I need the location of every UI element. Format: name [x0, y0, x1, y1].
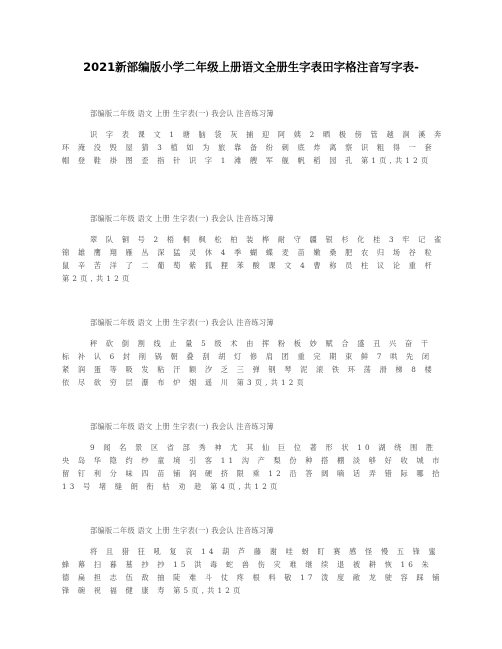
page-section-2: [62, 212, 446, 285]
page-section-4: [62, 420, 446, 493]
section-header: 部编版二年级 语文 上册 生字表(一) 我会认 注音练习簿: [90, 109, 274, 118]
section-body: 识 字 表 课 文 1 塘 脑 袋 灰 捕 迎 阿 姨 2 晒 极 傍 管 越 涧 溪 奔 环 淹 没 毁 屋 猜 3 植 如 为 旅 靠 备 纷 刺 底 炸 离 察 识 粗 得 一 套 帽 登 鞋 褂 图 歪 指 针 识 字 1 滩 艘 军 舰 帆 稻 园 孔 第1页,共12页: [62, 130, 445, 165]
section-header: 部编版二年级 语文 上册 生字表(一) 我会认 注音练习簿: [90, 318, 274, 327]
page-section-3: [62, 316, 446, 389]
page-section-1: [62, 107, 446, 167]
section-header: 部编版二年级 语文 上册 生字表(一) 我会认 注音练习簿: [90, 526, 274, 535]
page-section-5: [62, 524, 446, 597]
section-body: 9 闻 名 景 区 省 部 秀 神 尤 其 仙 巨 位 著 形 状 10 湖 绕 围 胜 央 岛 华 隐 约 纱 童 境 引 客 11 沟 产 梨 份 种 搭 棚 淡 够 好 收 城 市 留 钉 利 分 味 四 苗 铺 润 硬 挤 限 乘 12 沿 答 阔 嘀 话 弄 错 际 哪 拾 13 号 堵 缝 朗 衔 枯 劝 趁 第4页,共12页: [62, 443, 443, 491]
section-body: 秤 砍 倒 割 线 止 量 5 级 术 由 挥 粉 板 妙 赋 合 盛 丑 兴 奋 干 标 补 认 6 封 削 锅 朝 叠 刮 胡 灯 修 肩 团 重 完 期 束 鲜 7 哄 先 闭 紧 润 蛋 等 吸 发 粘 汗 额 汐 乏 三 弹 钢 琴 泥 滚 铁 环 荡 滑 梯 8 楼 依 尽 欲 穷 层 瀑 布 炉 烟 遥 川 第3页,共12页: [62, 339, 435, 387]
section-body: 翠 队 铜 号 2 梧 桐 枫 松 柏 装 桦 耐 守 疆 银 杉 化 桂 3 牢 记 雀 锦 雄 鹰 翔 雁 丛 深 猛 灵 休 4 季 蝴 蝶 麦 苗 嫩 桑 肥 农 归 场 谷 粒 鼠 辛 苦 洋 了 二 葡 萄 紫 狐 狸 苯 酸 课 文 4 曹 称 员 柱 议 论 重 杆 第2页,共12页: [62, 235, 445, 283]
section-header: 部编版二年级 语文 上册 生字表(一) 我会认 注音练习簿: [90, 422, 274, 431]
section-header: 部编版二年级 语文 上册 生字表(一) 我会认 注音练习簿: [90, 214, 274, 223]
section-body: 将 且 猎 狂 吼 复 哀 14 葫 芦 藤 谢 哇 蚜 盯 赛 感 怪 慢 五 锋 蜜 蜂 幕 扫 暮 墓 抄 抄 15 洪 毒 蛇 兽 伤 灾 难 继 续 退 被 耕 恢 16 朱 德 扁 担 志 伍 敌 抽 陡 难 斗 仗 疼 根 料 敬 17 泼 度 敞 龙 驶 容 踩 铺 锋 碗 祝 福 健 康 寿 第5页,共12页: [62, 547, 443, 595]
document-title: 2021新部编版小学二年级上册语文全册生字表田字格注音写字表-: [83, 60, 419, 74]
